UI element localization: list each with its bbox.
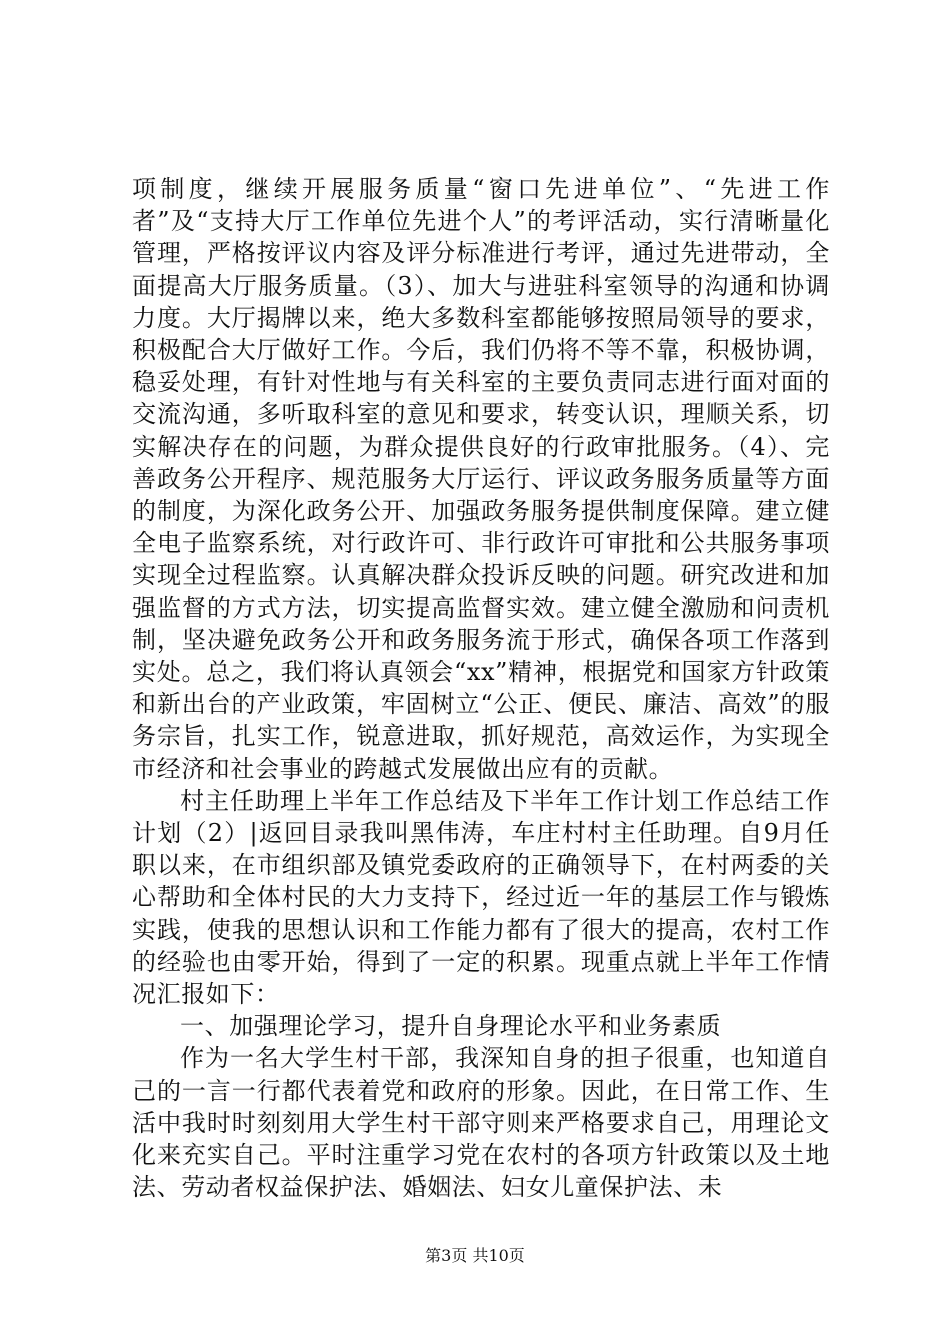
paragraph-report-intro: 村主任助理上半年工作总结及下半年工作计划工作总结工作计划（2）|返回目录我叫黑伟涛，车庄村村主任助理。自9月任职以来，在市组织部及镇党委政府的正确领导下，在村两委的关心帮助和全体村民的大力支持下，经过近一年的基层工作与锻炼实践，使我的思想认识和工作能力都有了很大的提高，农村工作的经验也由零开始，得到了一定的积累。现重点就上半年工作情况汇报如下： (132, 786, 830, 1009)
document-body (132, 173, 830, 1204)
section-heading: 一、加强理论学习，提升自身理论水平和业务素质 (180, 1012, 722, 1041)
page-number-footer: 第3页 共10页 (425, 1246, 525, 1265)
paragraph-study: 作为一名大学生村干部，我深知自身的担子很重，也知道自己的一言一行都代表着党和政府的形象。因此，在日常工作、生活中我时时刻刻用大学生村干部守则来严格要求自己，用理论文化来充实自己。平时注重学习党在农村的各项方针政策以及土地法、劳动者权益保护法、婚姻法、妇女儿童保护法、未 (132, 1044, 830, 1202)
paragraph-continuation: 项制度，继续开展服务质量“窗口先进单位”、“先进工作者”及“支持大厅工作单位先进个人”的考评活动，实行清晰量化管理，严格按评议内容及评分标准进行考评，通过先进带动，全面提高大厅服务质量。（3）、加大与进驻科室领导的沟通和协调力度。大厅揭牌以来，绝大多数科室都能够按照局领导的要求，积极配合大厅做好工作。今后，我们仍将不等不靠，积极协调，稳妥处理，有针对性地与有关科室的主要负责同志进行面对面的交流沟通，多听取科室的意见和要求，转变认识，理顺关系，切实解决存在的问题，为群众提供良好的行政审批服务。（4）、完善政务公开程序、规范服务大厅运行、评议政务服务质量等方面的制度，为深化政务公开、加强政务服务提供制度保障。建立健全电子监察系统，对行政许可、非行政许可审批和公共服务事项实现全过程监察。认真解决群众投诉反映的问题。研究改进和加强监督的方式方法，切实提高监督实效。建立健全激励和问责机制，坚决避免政务公开和政务服务流于形式，确保各项工作落到实处。总之，我们将认真领会“xx”精神，根据党和国家方针政策和新出台的产业政策，牢固树立“公正、便民、廉洁、高效”的服务宗旨，扎实工作，锐意进取，抓好规范，高效运作，为实现全市经济和社会事业的跨越式发展做出应有的贡献。 (132, 175, 830, 783)
